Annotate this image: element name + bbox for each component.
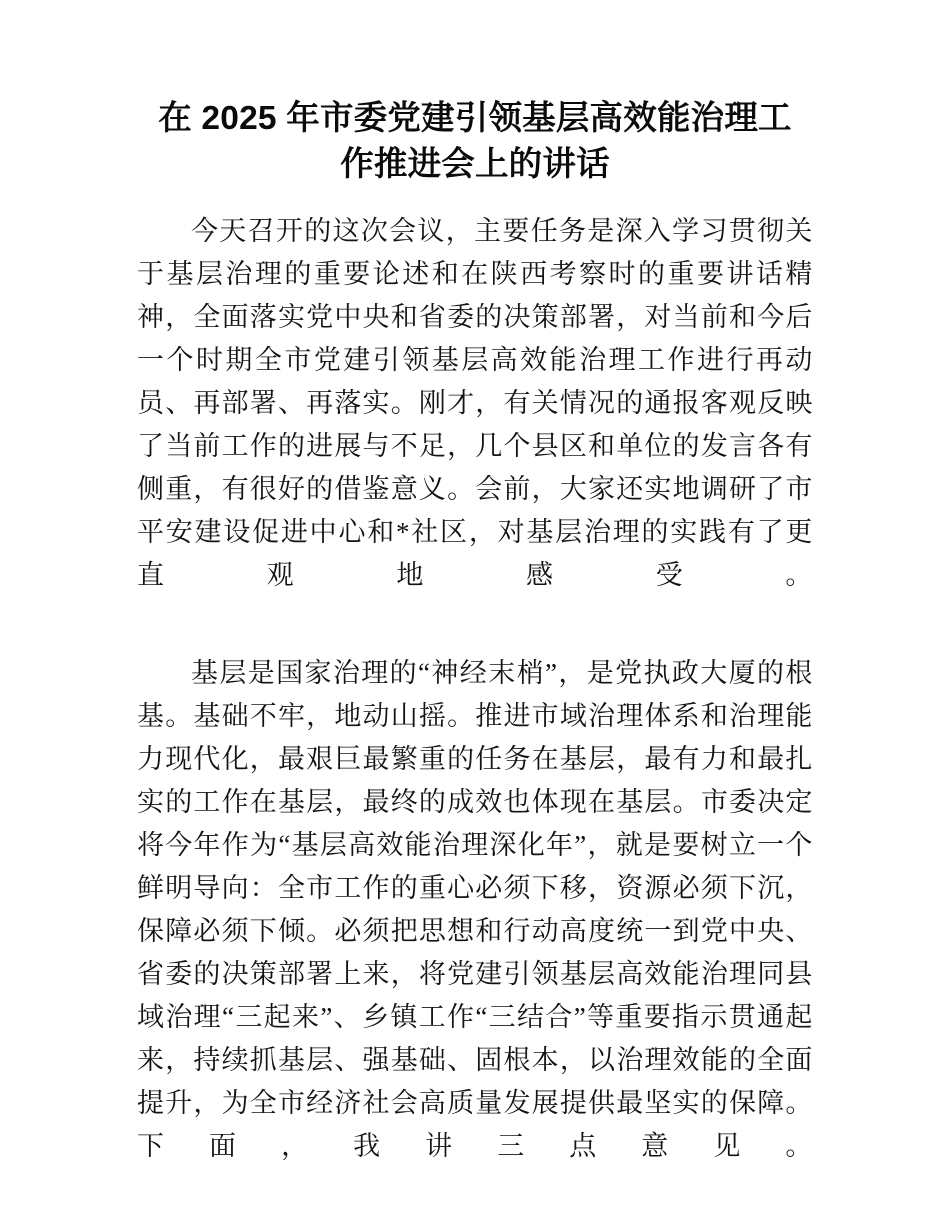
paragraph-opening-remarks: 今天召开的这次会议，主要任务是深入学习贯彻关于基层治理的重要论述和在陕西考察时的重要讲话精神，全面落实党中央和省委的决策部署，对当前和今后一个时期全市党建引领基层高效能治理工作进行再动员、再部署、再落实。刚才，有关情况的通报客观反映了当前工作的进展与不足，几个县区和单位的发言各有侧重，有很好的借鉴意义。会前，大家还实地调研了市平安建设促进中心和*社区，对基层治理的实践有了更直观地感受。 [137,216,813,590]
document-body [137,96,813,1211]
paragraph-grassroots-significance: 基层是国家治理的“神经末梢”，是党执政大厦的根基。基础不牢，地动山摇。推进市域治理体系和治理能力现代化，最艰巨最繁重的任务在基层，最有力和最扎实的工作在基层，最终的成效也体现在基层。市委决定将今年作为“基层高效能治理深化年”，就是要树立一个鲜明导向：全市工作的重心必须下移，资源必须下沉，保障必须下倾。必须把思想和行动高度统一到党中央、省委的决策部署上来，将党建引领基层高效能治理同县域治理“三起来”、乡镇工作“三结合”等重要指示贯通起来，持续抓基层、强基础、固根本，以治理效能的全面提升，为全市经济社会高质量发展提供最坚实的保障。下面，我讲三点意见。 [137,658,813,1161]
page-title: 在 2025 年市委党建引领基层高效能治理工作推进会上的讲话 [158,100,792,183]
